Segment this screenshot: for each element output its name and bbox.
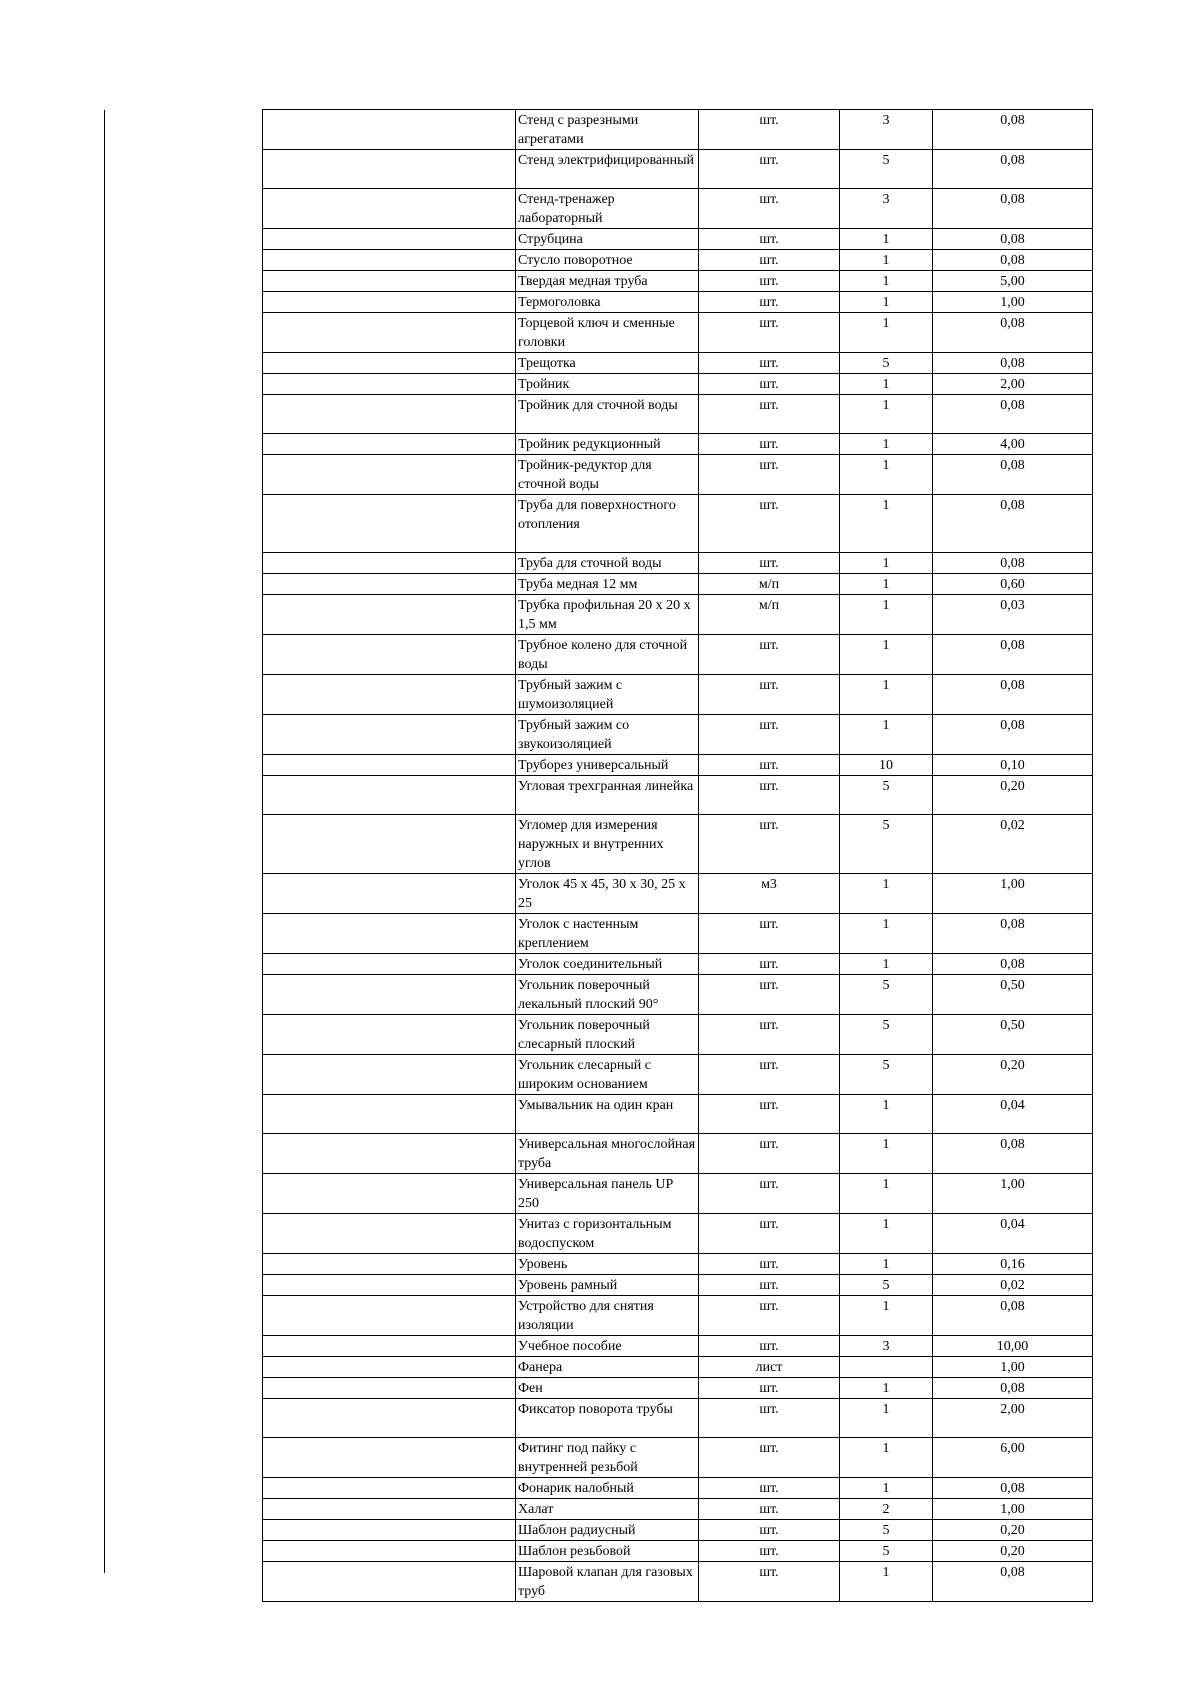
- table-row: [263, 874, 1093, 914]
- norm-cell: 0,03: [933, 595, 1093, 635]
- quantity-cell: 5: [840, 353, 933, 374]
- table-row: [263, 1357, 1093, 1378]
- row-empty-cell: [263, 595, 516, 635]
- quantity-cell: 5: [840, 1055, 933, 1095]
- table-row: [263, 374, 1093, 395]
- quantity-cell: 2: [840, 1499, 933, 1520]
- item-name-cell: Уровень рамный: [516, 1275, 699, 1296]
- row-empty-cell: [263, 1015, 516, 1055]
- unit-cell: шт.: [699, 1214, 840, 1254]
- row-empty-cell: [263, 675, 516, 715]
- unit-cell: шт.: [699, 1438, 840, 1478]
- row-empty-cell: [263, 914, 516, 954]
- quantity-cell: 1: [840, 1134, 933, 1174]
- unit-cell: шт.: [699, 715, 840, 755]
- quantity-cell: 1: [840, 1562, 933, 1602]
- unit-cell: шт.: [699, 1562, 840, 1602]
- norm-cell: 1,00: [933, 1357, 1093, 1378]
- quantity-cell: 1: [840, 553, 933, 574]
- norm-cell: 0,08: [933, 1562, 1093, 1602]
- quantity-cell: 1: [840, 574, 933, 595]
- item-name-cell: Стенд электрифицированный: [516, 150, 699, 189]
- unit-cell: шт.: [699, 1015, 840, 1055]
- item-name-cell: Термоголовка: [516, 292, 699, 313]
- unit-cell: шт.: [699, 250, 840, 271]
- norm-cell: 0,08: [933, 150, 1093, 189]
- row-empty-cell: [263, 1541, 516, 1562]
- unit-cell: шт.: [699, 1336, 840, 1357]
- quantity-cell: 3: [840, 110, 933, 150]
- row-empty-cell: [263, 1214, 516, 1254]
- row-empty-cell: [263, 1336, 516, 1357]
- quantity-cell: 3: [840, 1336, 933, 1357]
- unit-cell: шт.: [699, 1478, 840, 1499]
- norm-cell: 0,08: [933, 914, 1093, 954]
- item-name-cell: Трубка профильная 20 х 20 х 1,5 мм: [516, 595, 699, 635]
- table-row: [263, 675, 1093, 715]
- quantity-cell: 1: [840, 874, 933, 914]
- unit-cell: шт.: [699, 434, 840, 455]
- norm-cell: 1,00: [933, 292, 1093, 313]
- norm-cell: 0,02: [933, 815, 1093, 874]
- quantity-cell: 1: [840, 1478, 933, 1499]
- table-row: [263, 110, 1093, 150]
- row-empty-cell: [263, 1520, 516, 1541]
- unit-cell: шт.: [699, 675, 840, 715]
- table-row: [263, 635, 1093, 675]
- norm-cell: 4,00: [933, 434, 1093, 455]
- item-name-cell: Тройник редукционный: [516, 434, 699, 455]
- row-empty-cell: [263, 635, 516, 675]
- item-name-cell: Умывальник на один кран: [516, 1095, 699, 1134]
- item-name-cell: Угольник поверочный лекальный плоский 90°: [516, 975, 699, 1015]
- item-name-cell: Трещотка: [516, 353, 699, 374]
- table-row: [263, 1214, 1093, 1254]
- item-name-cell: Труба для сточной воды: [516, 553, 699, 574]
- table-row: [263, 1562, 1093, 1602]
- unit-cell: шт.: [699, 1541, 840, 1562]
- quantity-cell: 1: [840, 1399, 933, 1438]
- row-empty-cell: [263, 189, 516, 229]
- item-name-cell: Универсальная многослойная труба: [516, 1134, 699, 1174]
- item-name-cell: Учебное пособие: [516, 1336, 699, 1357]
- quantity-cell: 1: [840, 1174, 933, 1214]
- item-name-cell: Тройник-редуктор для сточной воды: [516, 455, 699, 495]
- item-name-cell: Угловая трехгранная линейка: [516, 776, 699, 815]
- row-empty-cell: [263, 1357, 516, 1378]
- item-name-cell: Устройство для снятия изоляции: [516, 1296, 699, 1336]
- norm-cell: 0,20: [933, 1055, 1093, 1095]
- quantity-cell: 5: [840, 975, 933, 1015]
- unit-cell: шт.: [699, 353, 840, 374]
- row-empty-cell: [263, 975, 516, 1015]
- norm-cell: 0,08: [933, 250, 1093, 271]
- table-row: [263, 229, 1093, 250]
- table-row: [263, 1095, 1093, 1134]
- row-empty-cell: [263, 1254, 516, 1275]
- item-name-cell: Угольник слесарный с широким основанием: [516, 1055, 699, 1095]
- unit-cell: шт.: [699, 815, 840, 874]
- row-empty-cell: [263, 434, 516, 455]
- norm-cell: 0,08: [933, 495, 1093, 553]
- unit-cell: шт.: [699, 395, 840, 434]
- norm-cell: 5,00: [933, 271, 1093, 292]
- table-row: [263, 954, 1093, 975]
- quantity-cell: 1: [840, 313, 933, 353]
- quantity-cell: 1: [840, 914, 933, 954]
- quantity-cell: 1: [840, 495, 933, 553]
- table-row: [263, 1541, 1093, 1562]
- item-name-cell: Уголок 45 х 45, 30 х 30, 25 х 25: [516, 874, 699, 914]
- norm-cell: 0,04: [933, 1095, 1093, 1134]
- left-margin-line: [104, 110, 105, 1573]
- unit-cell: шт.: [699, 150, 840, 189]
- quantity-cell: 1: [840, 1095, 933, 1134]
- item-name-cell: Торцевой ключ и сменные головки: [516, 313, 699, 353]
- row-empty-cell: [263, 874, 516, 914]
- row-empty-cell: [263, 374, 516, 395]
- unit-cell: шт.: [699, 110, 840, 150]
- item-name-cell: Труба медная 12 мм: [516, 574, 699, 595]
- item-name-cell: Стенд с разрезными агрегатами: [516, 110, 699, 150]
- quantity-cell: 1: [840, 595, 933, 635]
- norm-cell: 1,00: [933, 874, 1093, 914]
- row-empty-cell: [263, 150, 516, 189]
- table-row: [263, 755, 1093, 776]
- row-empty-cell: [263, 1399, 516, 1438]
- item-name-cell: Угольник поверочный слесарный плоский: [516, 1015, 699, 1055]
- norm-cell: 0,08: [933, 635, 1093, 675]
- norm-cell: 0,08: [933, 1296, 1093, 1336]
- item-name-cell: Фен: [516, 1378, 699, 1399]
- table-row: [263, 495, 1093, 553]
- row-empty-cell: [263, 954, 516, 975]
- norm-cell: 0,08: [933, 715, 1093, 755]
- table-row: [263, 189, 1093, 229]
- quantity-cell: 3: [840, 189, 933, 229]
- row-empty-cell: [263, 715, 516, 755]
- row-empty-cell: [263, 815, 516, 874]
- row-empty-cell: [263, 1378, 516, 1399]
- unit-cell: шт.: [699, 975, 840, 1015]
- item-name-cell: Тройник: [516, 374, 699, 395]
- norm-cell: 0,20: [933, 1541, 1093, 1562]
- row-empty-cell: [263, 353, 516, 374]
- table-row: [263, 1055, 1093, 1095]
- table-row: [263, 1254, 1093, 1275]
- quantity-cell: 1: [840, 250, 933, 271]
- norm-cell: 0,08: [933, 553, 1093, 574]
- table-row: [263, 715, 1093, 755]
- norm-cell: 0,20: [933, 776, 1093, 815]
- item-name-cell: Тройник для сточной воды: [516, 395, 699, 434]
- unit-cell: шт.: [699, 755, 840, 776]
- quantity-cell: 1: [840, 229, 933, 250]
- unit-cell: м/п: [699, 574, 840, 595]
- row-empty-cell: [263, 229, 516, 250]
- quantity-cell: 1: [840, 675, 933, 715]
- item-name-cell: Труба для поверхностного отопления: [516, 495, 699, 553]
- table-row: [263, 455, 1093, 495]
- row-empty-cell: [263, 292, 516, 313]
- table-row: [263, 1399, 1093, 1438]
- table-row: [263, 250, 1093, 271]
- quantity-cell: 5: [840, 776, 933, 815]
- norm-cell: 0,02: [933, 1275, 1093, 1296]
- row-empty-cell: [263, 1134, 516, 1174]
- table-row: [263, 553, 1093, 574]
- quantity-cell: 5: [840, 815, 933, 874]
- unit-cell: шт.: [699, 189, 840, 229]
- norm-cell: 0,04: [933, 1214, 1093, 1254]
- quantity-cell: 1: [840, 1254, 933, 1275]
- unit-cell: шт.: [699, 292, 840, 313]
- unit-cell: шт.: [699, 313, 840, 353]
- item-name-cell: Уровень: [516, 1254, 699, 1275]
- item-name-cell: Фонарик налобный: [516, 1478, 699, 1499]
- table-row: [263, 1296, 1093, 1336]
- row-empty-cell: [263, 1438, 516, 1478]
- unit-cell: шт.: [699, 914, 840, 954]
- norm-cell: 2,00: [933, 374, 1093, 395]
- item-name-cell: Трубный зажим со звукоизоляцией: [516, 715, 699, 755]
- item-name-cell: Стусло поворотное: [516, 250, 699, 271]
- item-name-cell: Шаровой клапан для газовых труб: [516, 1562, 699, 1602]
- norm-cell: 1,00: [933, 1174, 1093, 1214]
- quantity-cell: 1: [840, 635, 933, 675]
- row-empty-cell: [263, 776, 516, 815]
- unit-cell: м/п: [699, 595, 840, 635]
- item-name-cell: Трубное колено для сточной воды: [516, 635, 699, 675]
- row-empty-cell: [263, 553, 516, 574]
- unit-cell: шт.: [699, 1055, 840, 1095]
- row-empty-cell: [263, 574, 516, 595]
- row-empty-cell: [263, 455, 516, 495]
- norm-cell: 6,00: [933, 1438, 1093, 1478]
- quantity-cell: 1: [840, 1438, 933, 1478]
- norm-cell: 0,50: [933, 975, 1093, 1015]
- unit-cell: шт.: [699, 1095, 840, 1134]
- quantity-cell: 5: [840, 1541, 933, 1562]
- unit-cell: шт.: [699, 1174, 840, 1214]
- table-row: [263, 1520, 1093, 1541]
- unit-cell: м3: [699, 874, 840, 914]
- unit-cell: шт.: [699, 954, 840, 975]
- norm-cell: 0,08: [933, 189, 1093, 229]
- table-row: [263, 434, 1093, 455]
- row-empty-cell: [263, 271, 516, 292]
- table-row: [263, 292, 1093, 313]
- norm-cell: 0,08: [933, 110, 1093, 150]
- table-row: [263, 776, 1093, 815]
- item-name-cell: Твердая медная труба: [516, 271, 699, 292]
- row-empty-cell: [263, 1095, 516, 1134]
- table-row: [263, 1015, 1093, 1055]
- quantity-cell: 5: [840, 1520, 933, 1541]
- unit-cell: шт.: [699, 1399, 840, 1438]
- unit-cell: шт.: [699, 374, 840, 395]
- item-name-cell: Стенд-тренажер лабораторный: [516, 189, 699, 229]
- table-row: [263, 1275, 1093, 1296]
- norm-cell: 0,08: [933, 313, 1093, 353]
- table-row: [263, 271, 1093, 292]
- quantity-cell: 1: [840, 271, 933, 292]
- unit-cell: шт.: [699, 455, 840, 495]
- table-row: [263, 150, 1093, 189]
- quantity-cell: 1: [840, 1214, 933, 1254]
- quantity-cell: 1: [840, 292, 933, 313]
- norm-cell: 0,16: [933, 1254, 1093, 1275]
- quantity-cell: 1: [840, 395, 933, 434]
- unit-cell: шт.: [699, 1296, 840, 1336]
- norm-cell: 0,08: [933, 1134, 1093, 1174]
- row-empty-cell: [263, 1296, 516, 1336]
- row-empty-cell: [263, 1499, 516, 1520]
- row-empty-cell: [263, 495, 516, 553]
- row-empty-cell: [263, 1478, 516, 1499]
- table-row: [263, 313, 1093, 353]
- table-row: [263, 1438, 1093, 1478]
- unit-cell: шт.: [699, 229, 840, 250]
- item-name-cell: Халат: [516, 1499, 699, 1520]
- unit-cell: шт.: [699, 1275, 840, 1296]
- item-name-cell: Шаблон резьбовой: [516, 1541, 699, 1562]
- table-row: [263, 1499, 1093, 1520]
- item-name-cell: Фанера: [516, 1357, 699, 1378]
- norm-cell: 10,00: [933, 1336, 1093, 1357]
- item-name-cell: Фиксатор поворота трубы: [516, 1399, 699, 1438]
- unit-cell: лист: [699, 1357, 840, 1378]
- row-empty-cell: [263, 1562, 516, 1602]
- unit-cell: шт.: [699, 495, 840, 553]
- table-row: [263, 914, 1093, 954]
- quantity-cell: 1: [840, 1378, 933, 1399]
- table-row: [263, 1478, 1093, 1499]
- item-name-cell: Шаблон радиусный: [516, 1520, 699, 1541]
- table-row: [263, 1336, 1093, 1357]
- table-row: [263, 1378, 1093, 1399]
- item-name-cell: Фитинг под пайку с внутренней резьбой: [516, 1438, 699, 1478]
- unit-cell: шт.: [699, 776, 840, 815]
- unit-cell: шт.: [699, 1378, 840, 1399]
- table-row: [263, 353, 1093, 374]
- unit-cell: шт.: [699, 1499, 840, 1520]
- quantity-cell: 1: [840, 455, 933, 495]
- unit-cell: шт.: [699, 271, 840, 292]
- norm-cell: 0,08: [933, 1378, 1093, 1399]
- row-empty-cell: [263, 110, 516, 150]
- unit-cell: шт.: [699, 1520, 840, 1541]
- table-row: [263, 975, 1093, 1015]
- row-empty-cell: [263, 1275, 516, 1296]
- item-name-cell: Уголок с настенным креплением: [516, 914, 699, 954]
- norm-cell: 0,08: [933, 395, 1093, 434]
- norm-cell: 0,50: [933, 1015, 1093, 1055]
- norm-cell: 0,60: [933, 574, 1093, 595]
- norm-cell: 0,20: [933, 1520, 1093, 1541]
- item-name-cell: Универсальная панель UP 250: [516, 1174, 699, 1214]
- quantity-cell: 5: [840, 1275, 933, 1296]
- table-row: [263, 574, 1093, 595]
- norm-cell: 0,08: [933, 954, 1093, 975]
- row-empty-cell: [263, 250, 516, 271]
- row-empty-cell: [263, 1174, 516, 1214]
- row-empty-cell: [263, 755, 516, 776]
- item-name-cell: Трубный зажим с шумоизоляцией: [516, 675, 699, 715]
- unit-cell: шт.: [699, 1134, 840, 1174]
- table-row: [263, 395, 1093, 434]
- quantity-cell: 1: [840, 715, 933, 755]
- equipment-table: [262, 109, 1093, 1602]
- unit-cell: шт.: [699, 1254, 840, 1275]
- quantity-cell: 1: [840, 1296, 933, 1336]
- unit-cell: шт.: [699, 635, 840, 675]
- table-row: [263, 815, 1093, 874]
- norm-cell: 0,08: [933, 229, 1093, 250]
- norm-cell: 0,08: [933, 455, 1093, 495]
- item-name-cell: Угломер для измерения наружных и внутренних углов: [516, 815, 699, 874]
- equipment-table-body: [263, 110, 1093, 1602]
- norm-cell: 2,00: [933, 1399, 1093, 1438]
- item-name-cell: Уголок соединительный: [516, 954, 699, 975]
- table-row: [263, 1174, 1093, 1214]
- quantity-cell: 5: [840, 150, 933, 189]
- item-name-cell: Струбцина: [516, 229, 699, 250]
- norm-cell: 0,08: [933, 1478, 1093, 1499]
- table-row: [263, 1134, 1093, 1174]
- norm-cell: 0,08: [933, 675, 1093, 715]
- unit-cell: шт.: [699, 553, 840, 574]
- item-name-cell: Труборез универсальный: [516, 755, 699, 776]
- row-empty-cell: [263, 395, 516, 434]
- norm-cell: 0,10: [933, 755, 1093, 776]
- row-empty-cell: [263, 1055, 516, 1095]
- quantity-cell: 1: [840, 954, 933, 975]
- row-empty-cell: [263, 313, 516, 353]
- item-name-cell: Унитаз с горизонтальным водоспуском: [516, 1214, 699, 1254]
- table-row: [263, 595, 1093, 635]
- quantity-cell: 1: [840, 434, 933, 455]
- norm-cell: 1,00: [933, 1499, 1093, 1520]
- quantity-cell: 10: [840, 755, 933, 776]
- norm-cell: 0,08: [933, 353, 1093, 374]
- quantity-cell: 5: [840, 1015, 933, 1055]
- quantity-cell: [840, 1357, 933, 1378]
- quantity-cell: 1: [840, 374, 933, 395]
